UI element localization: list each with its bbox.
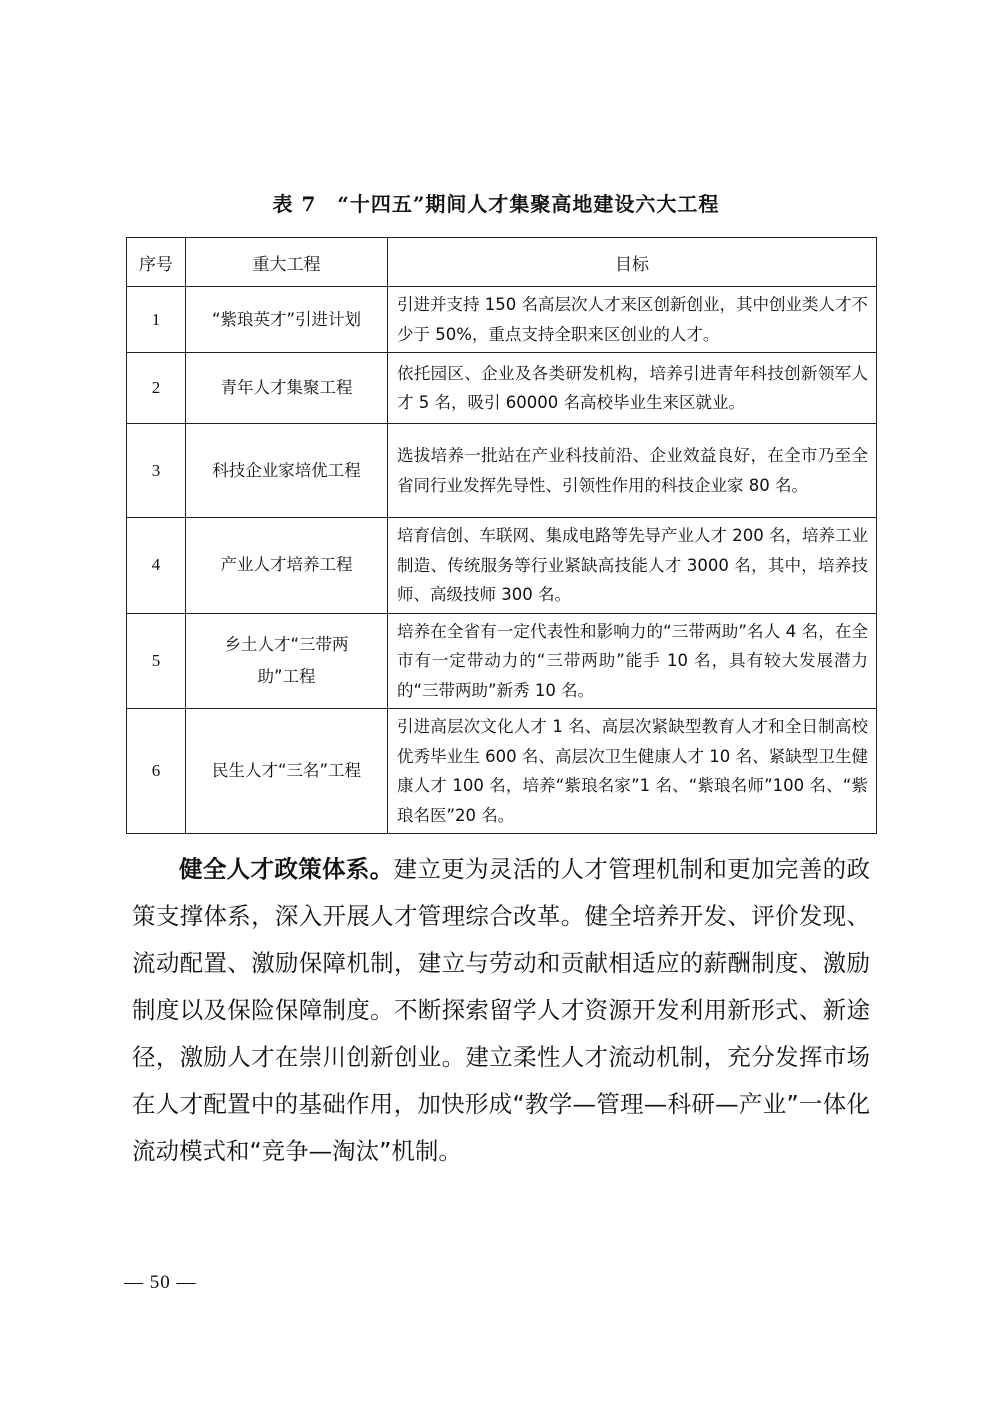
row-project: 青年人才集聚工程 <box>186 353 388 424</box>
header-project: 重大工程 <box>186 238 388 287</box>
row-no: 1 <box>127 287 186 353</box>
row-project: 民生人才“三名”工程 <box>186 709 388 834</box>
page-number: — 50 — <box>124 1272 197 1293</box>
row-no: 6 <box>127 709 186 834</box>
row-no: 2 <box>127 353 186 424</box>
table-row <box>127 424 877 518</box>
row-project: 乡土人才“三带两助”工程 <box>186 613 388 709</box>
row-goal: 依托园区、企业及各类研发机构，培养引进青年科技创新领军人才 5 名，吸引 60000 名高校毕业生来区就业。 <box>388 353 877 424</box>
row-goal: 引进高层次文化人才 1 名、高层次紧缺型教育人才和全日制高校优秀毕业生 600 名、高层次卫生健康人才 10 名、紧缺型卫生健康人才 100 名，培养“紫琅名家”1 名、“紫琅名师”100 名、“紫琅名医”20 名。 <box>388 709 877 834</box>
table-row <box>127 709 877 834</box>
row-no: 5 <box>127 613 186 709</box>
talent-projects-table <box>126 237 877 834</box>
row-no: 4 <box>127 518 186 614</box>
table-row <box>127 518 877 614</box>
table-row <box>127 353 877 424</box>
header-no: 序号 <box>127 238 186 287</box>
table-row <box>127 613 877 709</box>
paragraph-body: 建立更为灵活的人才管理机制和更加完善的政策支撑体系，深入开展人才管理综合改革。健全培养开发、评价发现、流动配置、激励保障机制，建立与劳动和贡献相适应的薪酬制度、激励制度以及保险保障制度。不断探索留学人才资源开发利用新形式、新途径，激励人才在崇川创新创业。建立柔性人才流动机制，充分发挥市场在人才配置中的基础作用，加快形成“教学—管理—科研—产业”一体化流动模式和“竞争—淘汰”机制。 <box>132 855 871 1165</box>
table-header-row <box>127 238 877 287</box>
table-row <box>127 287 877 353</box>
table-title: 表 7 “十四五”期间人才集聚高地建设六大工程 <box>272 192 720 216</box>
row-no: 3 <box>127 424 186 518</box>
row-project: 科技企业家培优工程 <box>186 424 388 518</box>
row-goal: 选拔培养一批站在产业科技前沿、企业效益良好，在全市乃至全省同行业发挥先导性、引领性作用的科技企业家 80 名。 <box>388 424 877 518</box>
policy-paragraph <box>132 846 870 1175</box>
paragraph-lead: 健全人才政策体系。 <box>179 855 394 883</box>
row-goal: 培育信创、车联网、集成电路等先导产业人才 200 名，培养工业制造、传统服务等行业紧缺高技能人才 3000 名，其中，培养技师、高级技师 300 名。 <box>388 518 877 614</box>
row-project: “紫琅英才”引进计划 <box>186 287 388 353</box>
header-goal: 目标 <box>388 238 877 287</box>
row-project: 产业人才培养工程 <box>186 518 388 614</box>
row-goal: 培养在全省有一定代表性和影响力的“三带两助”名人 4 名，在全市有一定带动力的“三带两助”能手 10 名，具有较大发展潜力的“三带两助”新秀 10 名。 <box>388 613 877 709</box>
row-goal: 引进并支持 150 名高层次人才来区创新创业，其中创业类人才不少于 50%，重点支持全职来区创业的人才。 <box>388 287 877 353</box>
